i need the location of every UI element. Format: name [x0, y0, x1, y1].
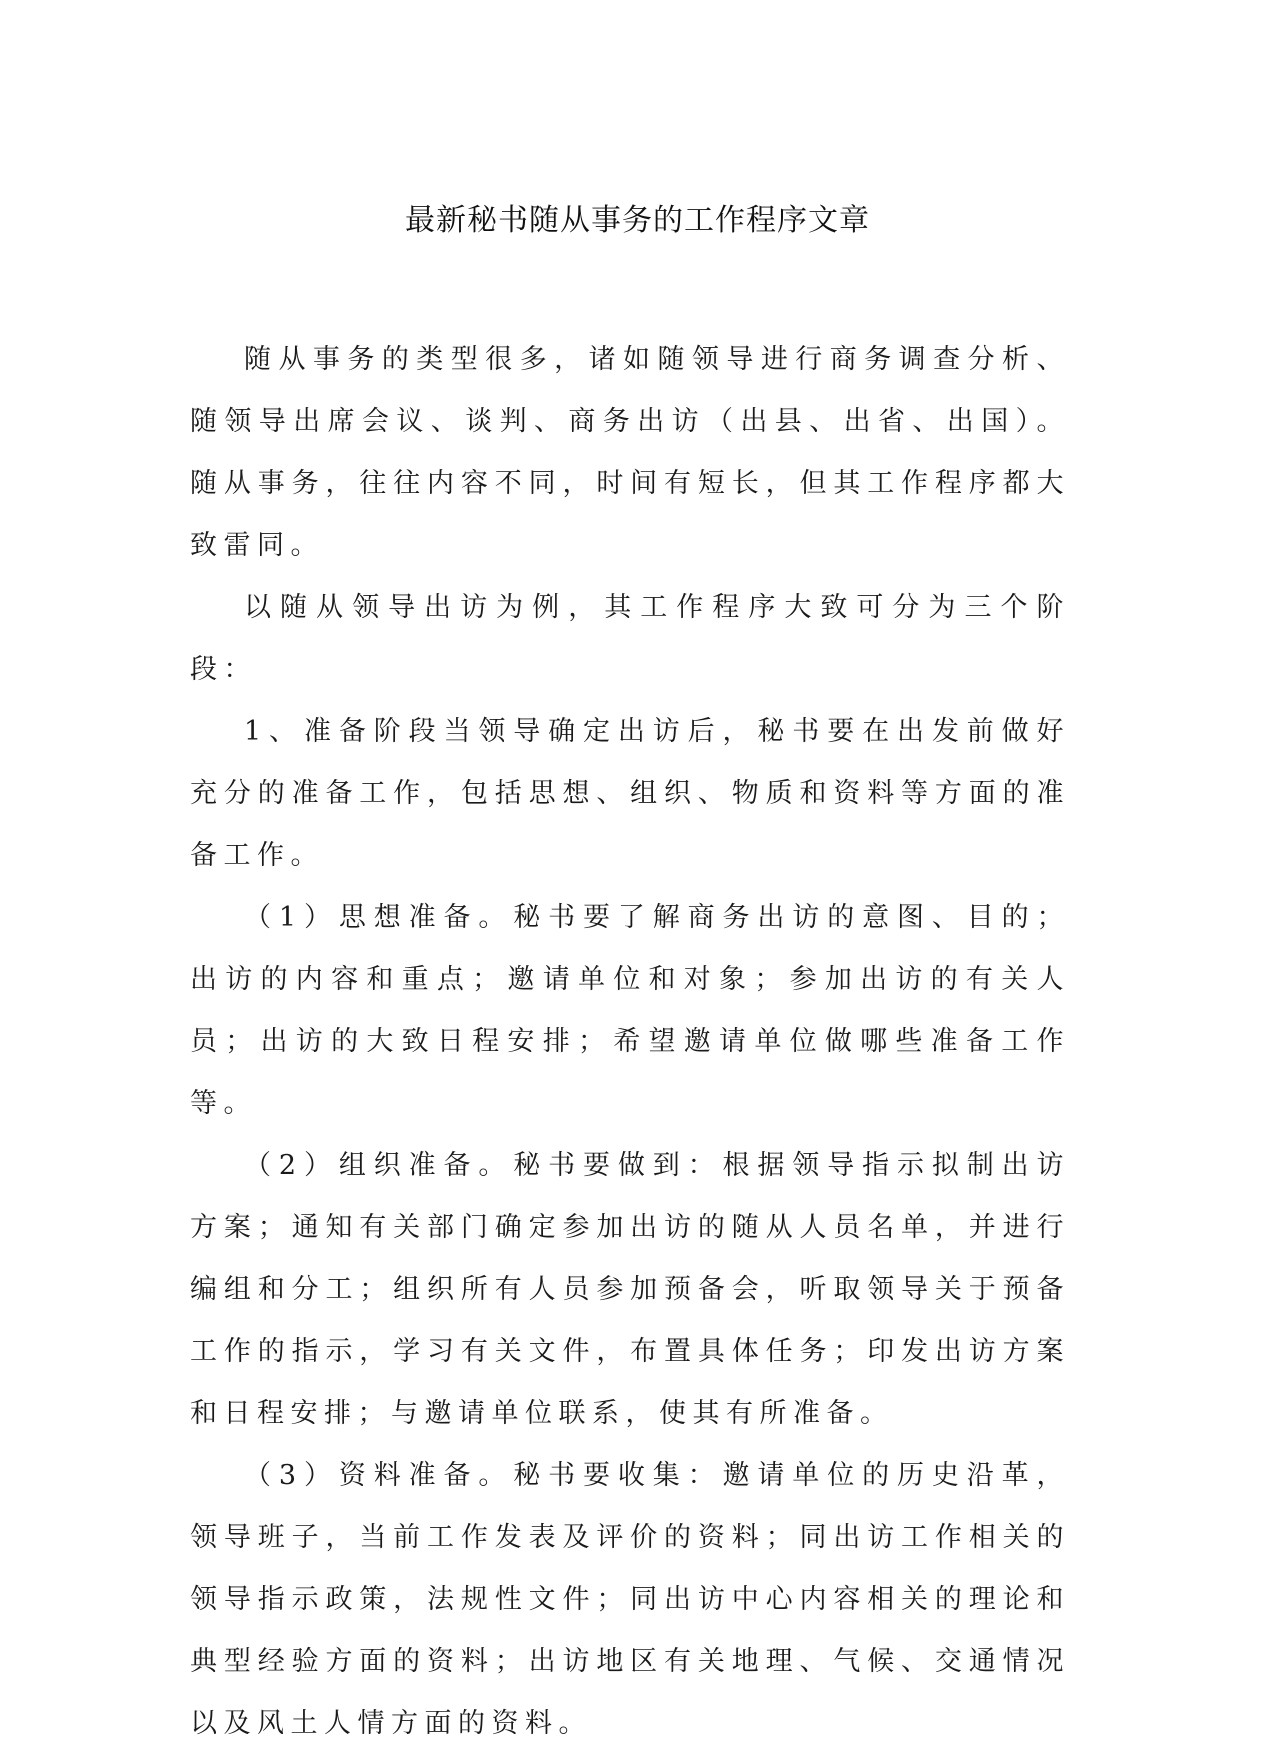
paragraph-example: 以随从领导出访为例，其工作程序大致可分为三个阶段：: [190, 592, 1070, 685]
document-title: 最新秘书随从事务的工作程序文章: [405, 203, 870, 238]
paragraph-thought-preparation: （1）思想准备。秘书要了解商务出访的意图、目的；出访的内容和重点；邀请单位和对象；参加出访的有关人员；出访的大致日程安排；希望邀请单位做哪些准备工作等。: [190, 902, 1070, 1119]
document-body: [190, 329, 1070, 1755]
paragraph-stage-1: 1、准备阶段当领导确定出访后，秘书要在出发前做好充分的准备工作，包括思想、组织、物质和资料等方面的准备工作。: [190, 716, 1070, 871]
paragraph-organization-preparation: （2）组织准备。秘书要做到：根据领导指示拟制出访方案；通知有关部门确定参加出访的随从人员名单，并进行编组和分工；组织所有人员参加预备会，听取领导关于预备工作的指示，学习有关文件，布置具体任务；印发出访方案和日程安排；与邀请单位联系，使其有所准备。: [190, 1150, 1070, 1429]
paragraph-intro: 随从事务的类型很多，诸如随领导进行商务调查分析、随领导出席会议、谈判、商务出访（出县、出省、出国）。随从事务，往往内容不同，时间有短长，但其工作程序都大致雷同。: [190, 344, 1070, 561]
paragraph-material-preparation: （3）资料准备。秘书要收集：邀请单位的历史沿革，领导班子，当前工作发表及评价的资料；同出访工作相关的领导指示政策，法规性文件；同出访中心内容相关的理论和典型经验方面的资料；出访地区有关地理、气候、交通情况以及风土人情方面的资料。: [190, 1460, 1070, 1739]
